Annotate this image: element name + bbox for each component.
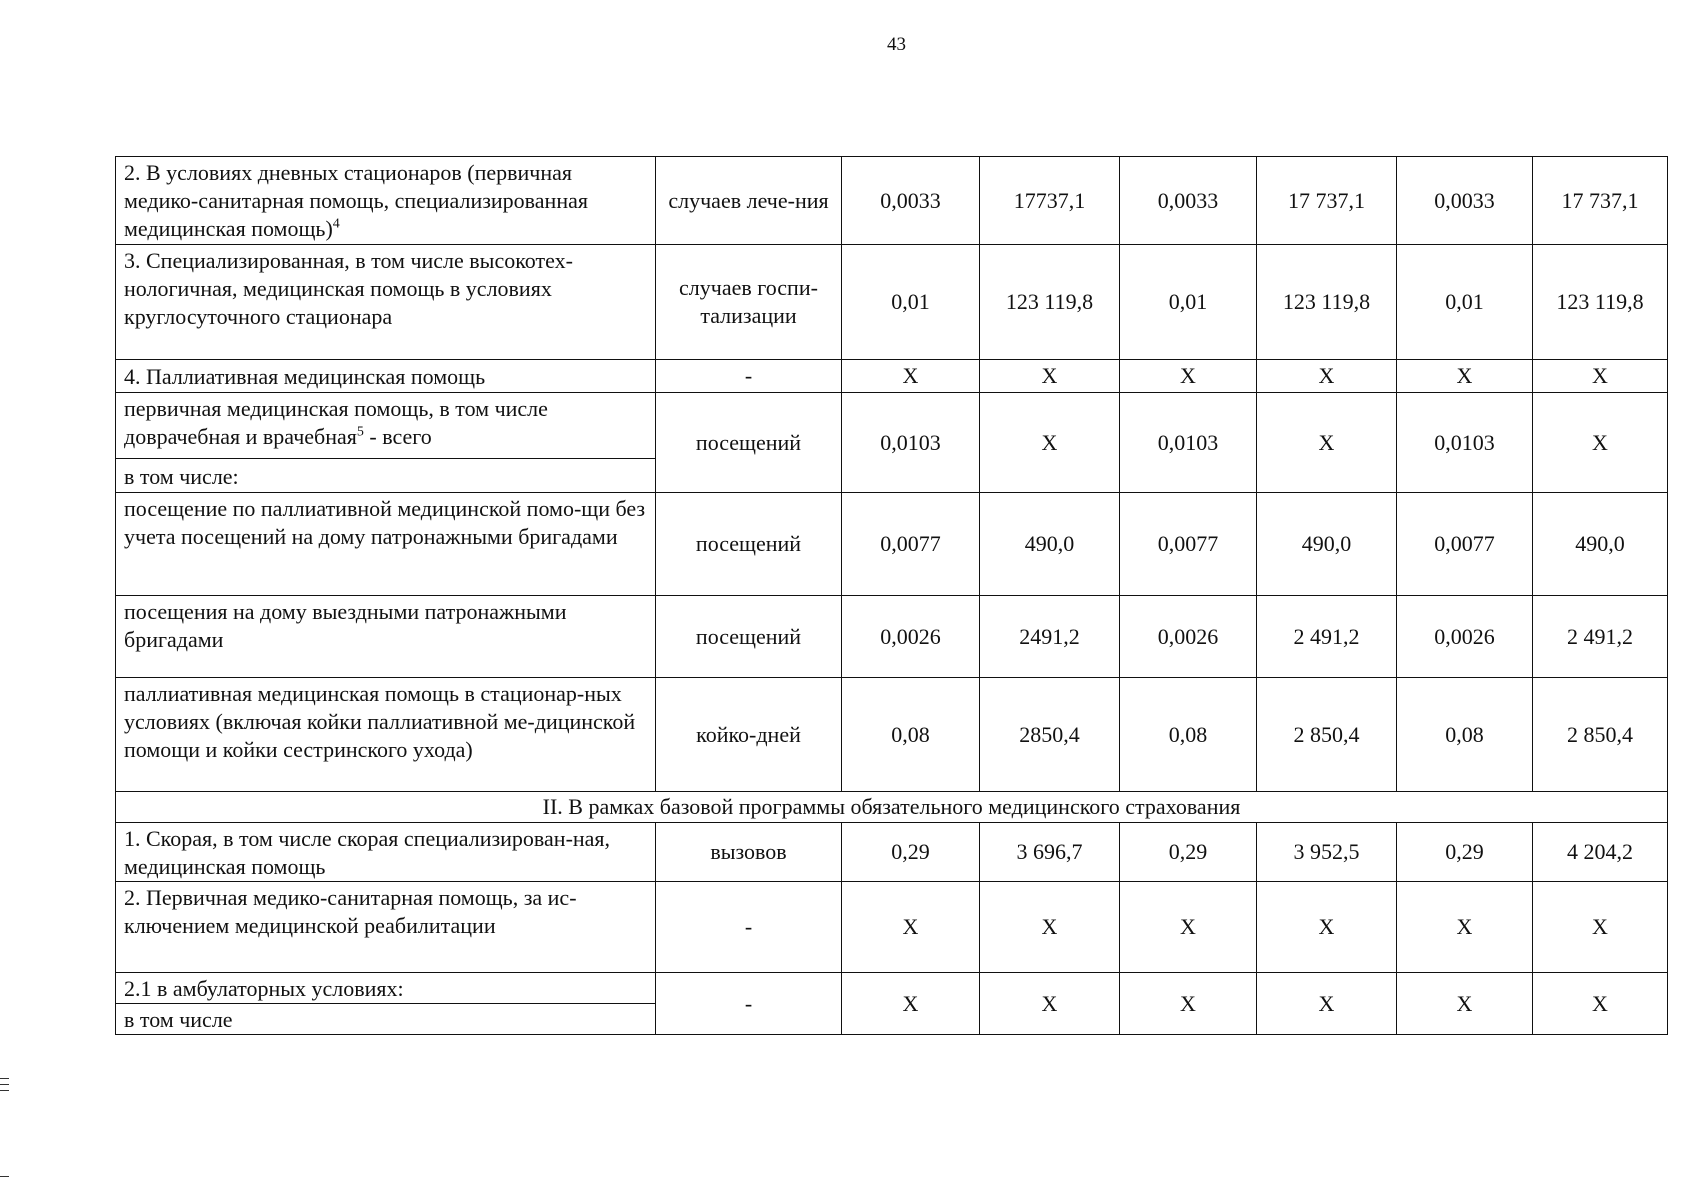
value-cell: 0,0103	[1397, 393, 1533, 493]
row-name-cell: в том числе:	[116, 459, 656, 493]
row-name-cell: 3. Специализированная, в том числе высокотех-нологичная, медицинская помощь в условиях круглосуточного стационара	[116, 245, 656, 360]
value-cell: X	[980, 360, 1120, 393]
value-cell: 0,01	[842, 245, 980, 360]
value-cell: 123 119,8	[1533, 245, 1668, 360]
value-cell: 0,0026	[842, 596, 980, 678]
footnote-marker: 4	[332, 216, 340, 232]
value-cell: X	[1533, 882, 1668, 973]
value-cell: X	[1257, 360, 1397, 393]
value-cell: X	[1257, 882, 1397, 973]
value-cell: X	[1397, 973, 1533, 1035]
unit-cell: -	[656, 882, 842, 973]
value-cell: 0,01	[1120, 245, 1257, 360]
value-cell: X	[1533, 393, 1668, 493]
row-name-cell	[116, 157, 656, 245]
row-name-cell: 2. Первичная медико-санитарная помощь, за ис-ключением медицинской реабилитации	[116, 882, 656, 973]
table-row	[116, 596, 1668, 678]
value-cell: X	[1533, 973, 1668, 1035]
table-row	[116, 678, 1668, 792]
table-row	[116, 360, 1668, 393]
row-name-cell: в том числе	[116, 1004, 656, 1035]
unit-cell: случаев госпи-тализации	[656, 245, 842, 360]
margin-mark	[0, 1176, 9, 1177]
unit-cell: -	[656, 360, 842, 393]
value-cell: 0,0033	[1397, 157, 1533, 245]
row-name-cell: посещения на дому выездными патронажными бригадами	[116, 596, 656, 678]
row-name-cell: 4. Паллиативная медицинская помощь	[116, 360, 656, 393]
value-cell: 0,0026	[1397, 596, 1533, 678]
value-cell: 2491,2	[980, 596, 1120, 678]
unit-cell: посещений	[656, 393, 842, 493]
value-cell: 0,29	[1120, 823, 1257, 882]
medical-care-table	[115, 156, 1668, 1035]
value-cell: 123 119,8	[980, 245, 1120, 360]
unit-cell: койко-дней	[656, 678, 842, 792]
margin-mark	[0, 1090, 9, 1091]
value-cell: 0,08	[842, 678, 980, 792]
value-cell: 0,0033	[842, 157, 980, 245]
footnote-marker: 5	[356, 424, 364, 440]
value-cell: 490,0	[1257, 493, 1397, 596]
row-name-cell: посещение по паллиативной медицинской помо-щи без учета посещений на дому патронажными бригадами	[116, 493, 656, 596]
value-cell: 123 119,8	[1257, 245, 1397, 360]
table-row	[116, 493, 1668, 596]
value-cell: 4 204,2	[1533, 823, 1668, 882]
value-cell: 2 491,2	[1257, 596, 1397, 678]
unit-cell: случаев лече-ния	[656, 157, 842, 245]
row-name-suffix: - всего	[363, 424, 432, 449]
value-cell: 0,0103	[842, 393, 980, 493]
value-cell: 490,0	[980, 493, 1120, 596]
value-cell: X	[1397, 882, 1533, 973]
unit-cell: -	[656, 973, 842, 1035]
value-cell: X	[1397, 360, 1533, 393]
section-header-row	[116, 792, 1668, 823]
value-cell: X	[1257, 393, 1397, 493]
table-row	[116, 823, 1668, 882]
margin-mark	[0, 1084, 9, 1085]
unit-cell: посещений	[656, 493, 842, 596]
row-name: первичная медицинская помощь, в том числе доврачебная и врачебная	[124, 396, 548, 449]
table-row	[116, 393, 1668, 459]
value-cell: 0,29	[842, 823, 980, 882]
value-cell: X	[1533, 360, 1668, 393]
value-cell: 0,01	[1397, 245, 1533, 360]
value-cell: 17737,1	[980, 157, 1120, 245]
row-name-cell: 1. Скорая, в том числе скорая специализирован-ная, медицинская помощь	[116, 823, 656, 882]
margin-mark	[0, 1078, 9, 1079]
value-cell: X	[1120, 882, 1257, 973]
unit-cell: вызовов	[656, 823, 842, 882]
row-name: 2. В условиях дневных стационаров (первичная медико-санитарная помощь, специализированная медицинская помощь)	[124, 160, 588, 241]
value-cell: X	[842, 973, 980, 1035]
value-cell: 0,29	[1397, 823, 1533, 882]
value-cell: X	[980, 393, 1120, 493]
value-cell: 0,0077	[1397, 493, 1533, 596]
table-row	[116, 882, 1668, 973]
value-cell: 17 737,1	[1533, 157, 1668, 245]
value-cell: 0,08	[1120, 678, 1257, 792]
value-cell: 2 850,4	[1533, 678, 1668, 792]
table-row	[116, 157, 1668, 245]
value-cell: 17 737,1	[1257, 157, 1397, 245]
value-cell: 0,0103	[1120, 393, 1257, 493]
value-cell: 3 952,5	[1257, 823, 1397, 882]
unit-cell: посещений	[656, 596, 842, 678]
row-name-cell: паллиативная медицинская помощь в стационар-ных условиях (включая койки паллиативной ме-дицинской помощи и койки сестринского ухода)	[116, 678, 656, 792]
section-header: II. В рамках базовой программы обязательного медицинского страхования	[116, 792, 1668, 823]
value-cell: X	[842, 360, 980, 393]
value-cell: 0,0026	[1120, 596, 1257, 678]
value-cell: X	[1120, 360, 1257, 393]
page-number: 43	[887, 34, 906, 55]
value-cell: 2850,4	[980, 678, 1120, 792]
value-cell: X	[980, 882, 1120, 973]
value-cell: X	[1120, 973, 1257, 1035]
table-row	[116, 973, 1668, 1004]
value-cell: X	[980, 973, 1120, 1035]
row-name-cell	[116, 393, 656, 459]
value-cell: 0,0077	[1120, 493, 1257, 596]
value-cell: 0,0077	[842, 493, 980, 596]
value-cell: 3 696,7	[980, 823, 1120, 882]
row-name-cell: 2.1 в амбулаторных условиях:	[116, 973, 656, 1004]
value-cell: 490,0	[1533, 493, 1668, 596]
value-cell: 0,0033	[1120, 157, 1257, 245]
value-cell: 0,08	[1397, 678, 1533, 792]
value-cell: 2 491,2	[1533, 596, 1668, 678]
table-row	[116, 245, 1668, 360]
value-cell: 2 850,4	[1257, 678, 1397, 792]
value-cell: X	[842, 882, 980, 973]
value-cell: X	[1257, 973, 1397, 1035]
